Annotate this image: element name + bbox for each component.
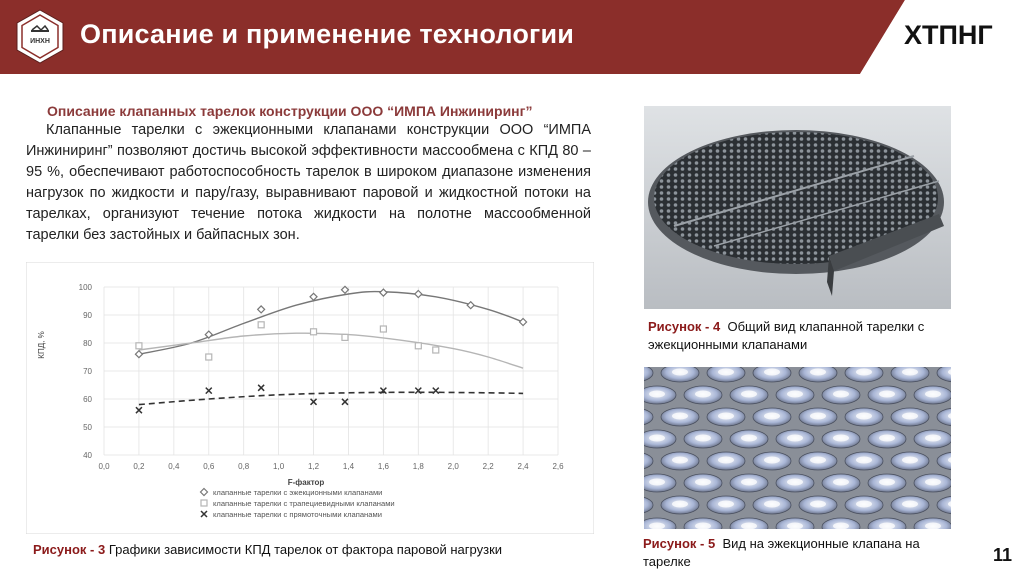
figure-4-caption — [648, 318, 958, 354]
y-tick-label: 60 — [83, 395, 92, 404]
data-point-series-2 — [206, 354, 212, 360]
data-point-series-2 — [342, 334, 348, 340]
x-tick-label: 0,8 — [238, 462, 250, 471]
chart-legend — [201, 488, 395, 519]
data-point-series-2 — [258, 322, 264, 328]
efficiency-chart — [26, 262, 594, 534]
figure-5-label: Рисунок - 5 — [643, 536, 716, 551]
x-tick-label: 1,2 — [307, 462, 320, 471]
data-point-series-2 — [311, 329, 317, 335]
legend-label-series-3: клапанные тарелки с прямоточными клапанами — [213, 510, 382, 519]
figure-3-text: Графики зависимости КПД тарелок от фактора паровой нагрузки — [108, 542, 503, 557]
legend-label-series-1: клапанные тарелки с эжекционными клапанами — [213, 488, 383, 497]
x-tick-label: 0,4 — [168, 462, 180, 471]
x-axis-label: F-фактор — [287, 478, 325, 487]
x-tick-label: 1,0 — [273, 462, 285, 471]
description-paragraph: Клапанные тарелки с эжекционными клапанами конструкции ООО “ИМПА Инжиниринг” позволяют достичь высокой эффективности массообмена с КПД 80 – 95 %, обеспечивают работоспособность тарелок в широком диапазоне изменения нагрузок по жидкости и пару/газу, выравнивают паровой и жидкостной потоки на тарелках, организуют течение потока жидкости на полотне массообменной тарелки без застойных и байпасных зон. — [26, 122, 591, 243]
data-point-series-2 — [415, 343, 421, 349]
figure-3-caption — [33, 541, 593, 559]
data-point-series-2 — [380, 326, 386, 332]
figure-5-photo — [644, 367, 951, 529]
y-tick-label: 90 — [83, 311, 92, 320]
x-tick-label: 0,6 — [203, 462, 215, 471]
y-tick-label: 80 — [83, 339, 92, 348]
y-tick-label: 50 — [83, 423, 92, 432]
page-title: Описание и применение технологии — [80, 19, 575, 49]
x-tick-label: 2,2 — [482, 462, 494, 471]
figure-4-label: Рисунок - 4 — [648, 319, 721, 334]
organization-label: ХТПНГ — [904, 20, 993, 50]
company-logo — [15, 8, 65, 65]
svg-text:ИНХН: ИНХН — [30, 38, 50, 45]
figure-4-photo — [644, 106, 951, 309]
y-axis-label: КПД, % — [37, 331, 46, 359]
figure-4-text: Общий вид клапанной тарелки с эжекционными клапанами — [648, 319, 925, 352]
legend-label-series-2: клапанные тарелки с трапециевидными клапанами — [213, 499, 395, 508]
x-tick-label: 2,6 — [552, 462, 564, 471]
data-point-series-2 — [433, 347, 439, 353]
x-tick-label: 1,6 — [377, 462, 389, 471]
y-tick-label: 100 — [78, 283, 92, 292]
data-point-series-2 — [136, 343, 142, 349]
x-tick-label: 0,2 — [133, 462, 145, 471]
figure-3-label: Рисунок - 3 — [33, 542, 106, 557]
x-tick-label: 2,4 — [517, 462, 529, 471]
legend-marker-series-2 — [201, 500, 207, 506]
x-tick-label: 1,4 — [342, 462, 355, 471]
y-tick-label: 70 — [83, 367, 92, 376]
section-heading: Описание клапанных тарелок конструкции ООО “ИМПА Инжиниринг” — [47, 103, 533, 119]
x-tick-label: 0,0 — [98, 462, 110, 471]
page-number: 11 — [992, 545, 1012, 565]
x-tick-label: 1,8 — [412, 462, 424, 471]
figure-5-text: Вид на эжекционные клапана на тарелке — [643, 536, 920, 569]
x-tick-label: 2,0 — [447, 462, 459, 471]
figure-5-caption — [643, 535, 963, 571]
y-tick-label: 40 — [83, 451, 92, 460]
